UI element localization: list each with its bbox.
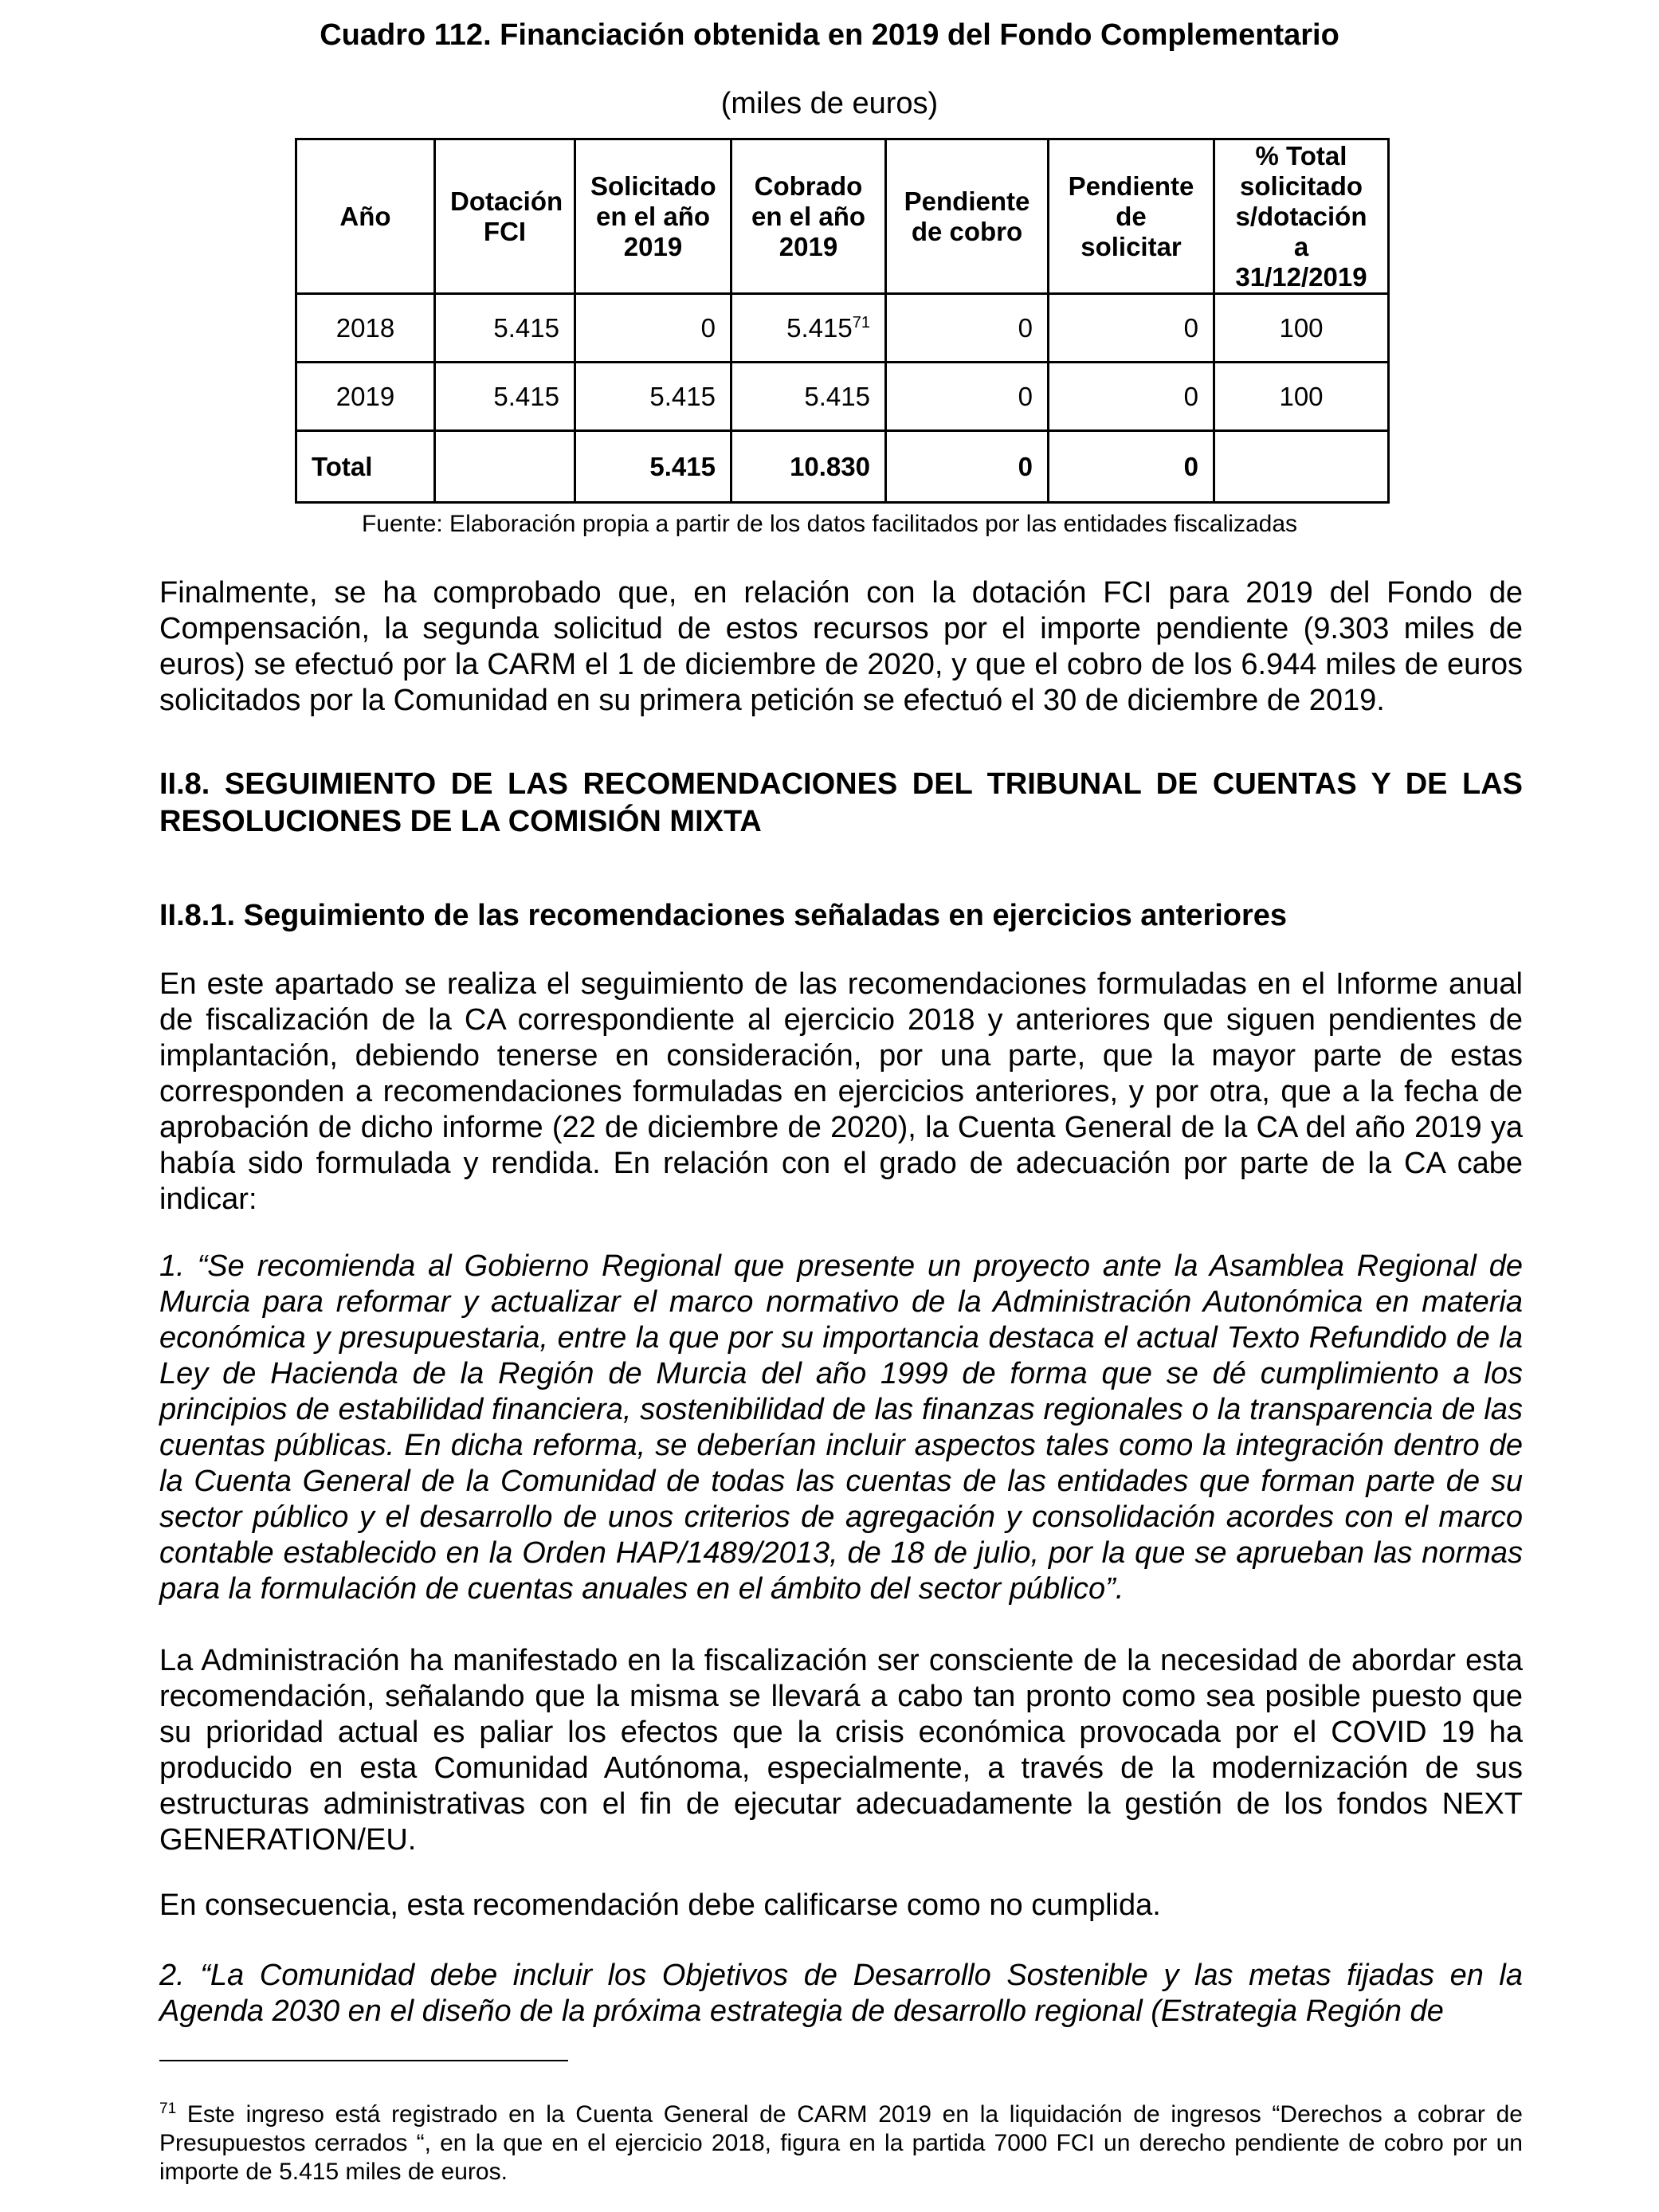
table-cell: 5.415 [435, 363, 575, 431]
col-header-pendiente-solicitar: Pendiente de solicitar [1049, 139, 1214, 294]
paragraph-conclusion: En consecuencia, esta recomendación debe calificarse como no cumplida. [159, 1888, 1161, 1922]
table-cell-value: 5.415 [786, 312, 853, 343]
table-row [296, 294, 1389, 363]
table-cell-with-footnote [731, 294, 886, 363]
table-cell [435, 431, 575, 503]
table-cell: 100 [1214, 294, 1389, 363]
section-heading-ii8: II.8. SEGUIMIENTO DE LAS RECOMENDACIONES DEL TRIBUNAL DE CUENTAS Y DE LAS RESOLUCIONES DE LA COMISIÓN MIXTA [159, 767, 1523, 838]
table-cell: 0 [1049, 431, 1214, 503]
table-cell: 0 [886, 363, 1049, 431]
footnote-71 [159, 2100, 1523, 2187]
col-header-solicitado: Solicitado en el año 2019 [575, 139, 731, 294]
table-cell [1214, 431, 1389, 503]
col-header-cobrado: Cobrado en el año 2019 [731, 139, 886, 294]
table-cell: 0 [886, 294, 1049, 363]
recommendation-2: 2. “La Comunidad debe incluir los Objetivos de Desarrollo Sostenible y las metas fijadas en la Agenda 2030 en el diseño de la próxima estrategia de desarrollo regional (Estrategia Región de [159, 1959, 1523, 2028]
table-cell: 5.415 [575, 431, 731, 503]
financing-table [295, 138, 1390, 504]
footnote-mark: 71 [852, 313, 870, 331]
table-caption-title: Cuadro 112. Financiación obtenida en 2019 del Fondo Complementario [320, 18, 1339, 52]
table-cell: 5.415 [731, 363, 886, 431]
table-cell: 0 [1049, 294, 1214, 363]
table-row [296, 363, 1389, 431]
col-header-year: Año [296, 139, 435, 294]
paragraph-administracion: La Administración ha manifestado en la fiscalización ser consciente de la necesidad de abordar esta recomendación, señalando que la misma se llevará a cabo tan pronto como sea posible puesto que su prioridad actual es paliar los efectos que la crisis económica provocada por el COVID 19 ha producido en esta Comunidad Autónoma, especialmente, a través de la modernización de sus estructuras administrativas con el fin de ejecutar adecuadamente la gestión de los fondos NEXT GENERATION/EU. [159, 1644, 1523, 1857]
table-cell: 5.415 [435, 294, 575, 363]
col-header-dotacion: Dotación FCI [435, 139, 575, 294]
table-header-row [296, 139, 1389, 294]
col-header-pendiente-cobro: Pendiente de cobro [886, 139, 1049, 294]
table-cell: Total [296, 431, 435, 503]
paragraph-seguimiento: En este apartado se realiza el seguimiento de las recomendaciones formuladas en el Informe anual de fiscalización de la CA correspondiente al ejercicio 2018 y anteriores que siguen pendientes de implantación, debiendo tenerse en consideración, por una parte, que la mayor parte de estas corresponden a recomendaciones formuladas en ejercicios anteriores, y por otra, que a la fecha de aprobación de dicho informe (22 de diciembre de 2020), la Cuenta General de la CA del año 2019 ya había sido formulada y rendida. En relación con el grado de adecuación por parte de la CA cabe indicar: [159, 967, 1523, 1216]
table-source-note: Fuente: Elaboración propia a partir de los datos facilitados por las entidades fiscalizadas [361, 511, 1297, 537]
table-cell: 100 [1214, 363, 1389, 431]
table-caption-units: (miles de euros) [720, 87, 939, 120]
table-cell: 10.830 [731, 431, 886, 503]
col-header-porcentaje: % Total solicitado s/dotación a 31/12/2019 [1214, 139, 1389, 294]
footnote-text: Este ingreso está registrado en la Cuenta General de CARM 2019 en la liquidación de ingresos “Derechos a cobrar de Presupuestos cerrados “, en la que en el ejercicio 2018, figura en la partida 7000 FCI un derecho pendiente de cobro por un importe de 5.415 miles de euros. [159, 2101, 1523, 2185]
paragraph-fci-compensacion: Finalmente, se ha comprobado que, en relación con la dotación FCI para 2019 del Fondo de Compensación, la segunda solicitud de estos recursos por el importe pendiente (9.303 miles de euros) se efectuó por la CARM el 1 de diciembre de 2020, y que el cobro de los 6.944 miles de euros solicitados por la Comunidad en su primera petición se efectuó el 30 de diciembre de 2019. [159, 576, 1523, 717]
footnote-number: 71 [159, 2100, 177, 2117]
table-cell: 0 [886, 431, 1049, 503]
table-total-row [296, 431, 1389, 503]
table-cell: 0 [1049, 363, 1214, 431]
recommendation-1: 1. “Se recomienda al Gobierno Regional que presente un proyecto ante la Asamblea Regional de Murcia para reformar y actualizar el marco normativo de la Administración Autonómica en materia económica y presupuestaria, entre la que por su importancia destaca el actual Texto Refundido de la Ley de Hacienda de la Región de Murcia del año 1999 de forma que se dé cumplimiento a los principios de estabilidad financiera, sostenibilidad de las finanzas regionales o la transparencia de las cuentas públicas. En dicha reforma, se deberían incluir aspectos tales como la integración dentro de la Cuenta General de la Comunidad de todas las cuentas de las entidades que forman parte de su sector público y el desarrollo de unos criterios de agregación y consolidación acordes con el marco contable establecido en la Orden HAP/1489/2013, de 18 de julio, por la que se aprueban las normas para la formulación de cuentas anuales en el ámbito del sector público”. [159, 1249, 1523, 1606]
footnote-separator [159, 2060, 568, 2061]
table-cell: 2019 [296, 363, 435, 431]
subsection-heading-ii81: II.8.1. Seguimiento de las recomendaciones señaladas en ejercicios anteriores [159, 899, 1288, 932]
table-cell: 5.415 [575, 363, 731, 431]
table-cell: 2018 [296, 294, 435, 363]
table-cell: 0 [575, 294, 731, 363]
